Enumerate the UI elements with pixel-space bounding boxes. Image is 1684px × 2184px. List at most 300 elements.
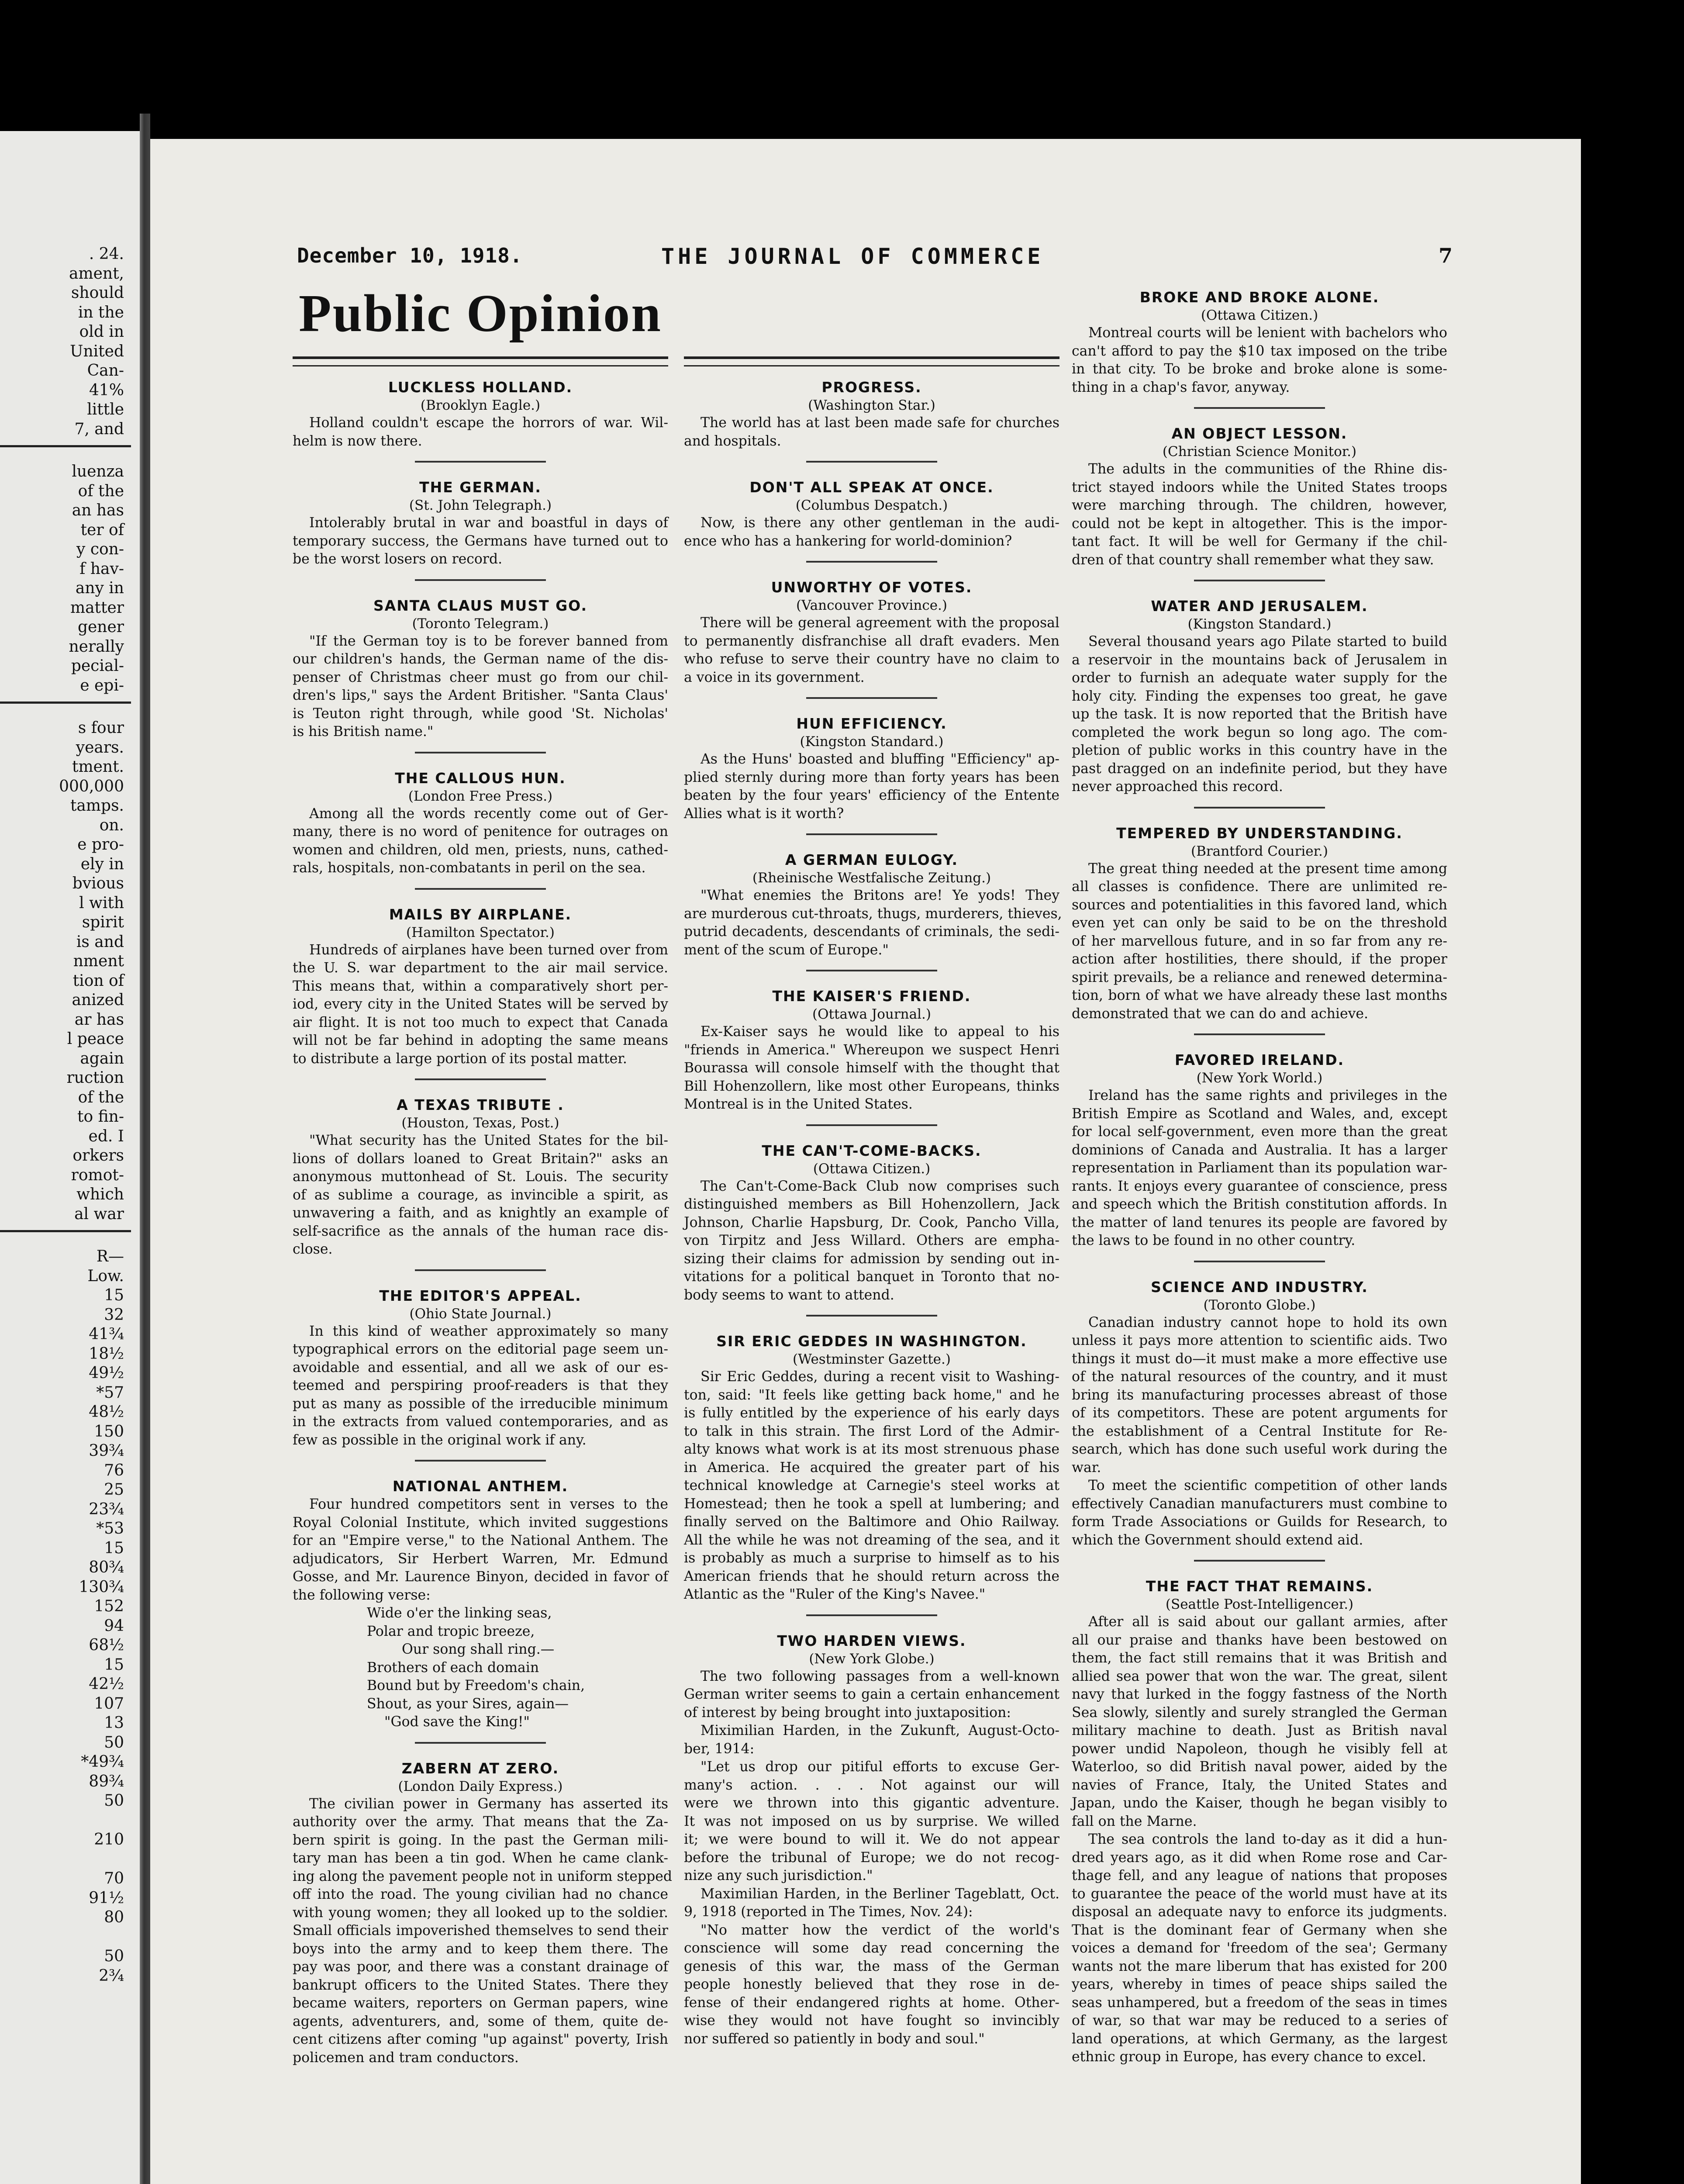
article-separator [415,579,546,581]
left-page-rule [0,702,131,719]
left-page-line: 48½ [89,1403,124,1421]
left-page-line: 42½ [89,1675,124,1693]
article-text-line: The sea controls the land to-day as it did a hun- [1088,1832,1447,1847]
article-text-line: nize any such jurisdiction." [684,1868,873,1883]
article-text-line: genesis of this war, the mass of the German [684,1958,1059,1974]
left-page-line: any in [75,579,124,597]
article-headline: HUN EFFICIENCY. [796,715,947,732]
article-text-line: iod, every city in the United States will be served by [293,996,668,1012]
article-separator [806,1124,937,1126]
article-text-line: and hospitals. [684,433,781,449]
article-headline: THE CALLOUS HUN. [395,769,566,787]
article-separator [1194,1560,1325,1562]
column-1 [293,378,673,2070]
section-title: Public Opinion [299,284,662,343]
left-page-line: 68½ [89,1636,124,1654]
article-text-line: wants not the mare liberum that has existed for 200 [1072,1958,1447,1974]
article-text-line: Bourassa will console himself with the thought that [684,1060,1059,1076]
left-page-line: orkers [72,1147,124,1165]
article-text-line: Johnson, Charlie Hapsburg, Dr. Cook, Pancho Villa, [684,1214,1059,1230]
article-headline: THE EDITOR'S APPEAL. [379,1287,582,1304]
article-text-line: of her marvellous future, and in so far from any re- [1072,933,1447,949]
article-text-line: lions of dollars loaned to Great Britain?" asks an [293,1151,668,1167]
left-page-line: 70 [104,1870,124,1887]
article-text-line: the U. S. war department to the air mail service. [293,960,668,976]
article-headline: BROKE AND BROKE ALONE. [1139,289,1380,306]
article-source: (Washington Star.) [808,397,935,413]
article-text-line: body seems to want to attend. [684,1287,894,1303]
left-page-line: 25 [104,1481,124,1499]
article-separator [1194,1261,1325,1262]
article-text-line: a voice in its government. [684,669,865,685]
article-text-line: beaten by the four years' efficiency of the Entente [684,788,1059,803]
article-text-line: land operations, at which Germany, as the largest [1072,2031,1447,2047]
article-text-line: are murderous cut-throats, thugs, murderers, thieves, [684,905,1062,922]
article-separator [415,1078,546,1080]
article-text-line: von Tirpitz and Jess Willard. Others are empha- [684,1233,1059,1248]
article-text-line: tant fact. It will be well for Germany if the chil- [1072,534,1447,549]
article-text-line: military machine to death. Just as British naval [1072,1723,1447,1738]
article-text-line: "What enemies the Britons are! Ye yods! They [701,888,1059,903]
article-source: (Toronto Telegram.) [412,615,549,632]
article-text-line: completed the work begun so long ago. The com- [1072,724,1447,740]
article-separator [1194,1033,1325,1035]
left-page-line: 50 [104,1733,124,1752]
article-headline: SANTA CLAUS MUST GO. [373,597,588,614]
article-text-line: Montreal courts will be lenient with bachelors who [1088,325,1447,341]
article-text-line: wise they would not have fought so invincibly [684,2013,1059,2028]
left-page-line: 91½ [89,1889,124,1907]
article-source: (Kingston Standard.) [1187,616,1332,632]
article-text-line: allied sea power that won the war. The great, silent [1072,1668,1447,1684]
article-text-line: who refuse to serve their country have no claim to [684,651,1059,667]
article-text-line: the laws to be found in no other country. [1072,1233,1356,1248]
article [684,578,1059,687]
article-text-line: will not be far behind in adopting the same means [293,1033,668,1048]
article-text-line: navy that lurked in the foggy fastness of the North [1072,1686,1447,1702]
article-text-line: authority over the army. That means that the Za- [293,1814,668,1830]
left-page-line: 41% [89,381,124,399]
article [1072,288,1447,397]
article-text-line: ence who has a hankering for world-dominion? [684,533,1012,549]
article-text-line: typographical errors on the editorial page seem un- [293,1341,668,1357]
article-text-line: of interest by being brought into juxtaposition: [684,1704,1011,1721]
article-text-line: "friends in America." Whereupon we suspect Henri [684,1042,1059,1058]
article-headline: TEMPERED BY UNDERSTANDING. [1116,824,1403,842]
article-text-line: distinguished members as Bill Hohenzollern, Jack [684,1196,1059,1212]
article-text-line: The Can't-Come-Back Club now comprises such [701,1178,1059,1194]
article-source: (Columbus Despatch.) [795,498,948,513]
article-source: (New York World.) [1196,1070,1323,1086]
article-text-line: became waiters, reporters on German papers, wine [293,1995,668,2011]
article-text-line: rants. It enjoys every guarantee of conscience, press [1072,1178,1447,1194]
page-gutter [140,114,150,2184]
article [1072,824,1447,1023]
article-text-line: tion, born of what we have already these last months [1072,988,1447,1003]
article-text-line: ment of the scum of Europe." [684,942,889,958]
article-text-line: Ex-Kaiser says he would like to appeal to his [701,1024,1059,1040]
article-text-line: close. [293,1241,333,1257]
article-text-line: form Trade Associations or Guilds for Research, to [1072,1514,1447,1530]
article-text-line: "If the German toy is to be forever banned from [309,633,668,649]
article [293,905,668,1068]
article-text-line: thage fell, and any league of nations that proposes [1072,1868,1447,1883]
article [293,1096,668,1259]
article-source: (Houston, Texas, Post.) [401,1115,559,1131]
article-text-line: vitations for a political banquet in Toronto that no- [684,1269,1059,1285]
article-headline: THE KAISER'S FRIEND. [772,988,971,1005]
article-separator [806,461,937,463]
article-text-line: of as sublime a courage, as invincible a spirit, as [293,1187,668,1203]
article [684,1632,1059,2049]
article-text-line: Allies what is it worth? [684,805,844,822]
article-text-line: could not be kept in altogether. This is the impor- [1072,515,1447,532]
left-page-line: 49½ [89,1364,124,1382]
article-text-line: Several thousand years ago Pilate started to build [1088,634,1447,650]
left-page-line: in the [78,303,124,321]
left-page-line: s four [78,719,124,737]
article-text-line: anonymous muttonhead of St. Louis. The security [293,1169,668,1185]
article-text-line: "What security has the United States for the bil- [309,1133,668,1148]
article-text-line: it; we were bound to will it. We do not appear [684,1832,1059,1847]
article [1072,1051,1447,1250]
article-source: (Brantford Courier.) [1191,843,1329,859]
article-text-line: penser of Christmas cheer must go from our chil- [293,669,668,685]
article [684,1332,1059,1604]
verse-line: Bound but by Freedom's chain, [367,1678,585,1693]
left-page-line: f hav- [79,560,124,578]
article-text-line: adjudicators, Sir Herbert Warren, Mr. Edmund [293,1551,668,1567]
left-page-line: 152 [94,1597,124,1615]
article-text-line: Atlantic as the "Ruler of the King's Navee." [684,1586,986,1602]
left-page-line: tion of [72,971,124,990]
left-page-line: ar has [74,1010,124,1029]
article-text-line: plied sternly during more than forty years has been [684,769,1059,785]
article-text-line: In this kind of weather approximately so many [309,1323,668,1339]
article-text-line: Among all the words recently come out of Ger- [309,805,668,822]
left-page-line: 89¾ [89,1772,124,1790]
article [684,851,1062,959]
article-headline: THE CAN'T-COME-BACKS. [762,1142,982,1159]
article [293,1759,673,2067]
verse-line: Brothers of each domain [367,1659,539,1676]
article-separator [415,1742,546,1744]
left-page-line: is and [76,933,124,951]
left-page-line: 15 [104,1539,124,1557]
article-text-line: Canadian industry cannot hope to hold its own [1088,1314,1447,1330]
article-text-line: American friends that he should return across the [684,1568,1059,1584]
article [1072,1278,1447,1550]
left-page-line: 80¾ [89,1559,124,1576]
article-text-line: be the worst losers on record. [293,551,503,567]
article-text-line: trict stayed indoors while the United States troops [1072,479,1447,495]
article-separator [415,752,546,753]
article-text-line: to permanently disfranchise all draft evaders. Men [684,633,1059,649]
article-text-line: ethnic group in Europe, has every chance to excel. [1072,2049,1426,2065]
left-page-line: 15 [104,1286,124,1304]
article-separator [806,1315,937,1317]
left-page-line: again [80,1049,124,1068]
left-page-fragment [0,131,140,2184]
article-source: (Christian Science Monitor.) [1162,444,1357,460]
article-text-line: up the task. It is now reported that the British have [1072,706,1447,722]
article-text-line: fall on the Marne. [1072,1813,1197,1829]
left-page-text [0,245,131,1986]
left-page-line: l with [79,894,124,912]
column-2 [684,378,1062,2051]
article-text-line: pletion of public works in this country have in the [1072,743,1447,758]
left-page-line: 000,000 [59,777,124,795]
article-text-line: in that city. To be broke and broke alone is some- [1072,361,1447,377]
article-text-line: The world has at last been made safe for churches [701,415,1059,431]
article-text-line: many, there is no word of penitence for outrages on [293,824,668,840]
left-page-line: on. [99,816,124,834]
article-headline: DON'T ALL SPEAK AT ONCE. [749,479,994,496]
article-text-line: a reservoir in the mountains back of Jerusalem in [1072,652,1447,668]
article-headline: PROGRESS. [821,379,922,396]
article-source: (Westminster Gazette.) [793,1351,951,1367]
article-source: (Hamilton Spectator.) [406,924,555,940]
article-text-line: and speech which the British constitution affords. In [1072,1196,1447,1212]
article-text-line: few as possible in the original work if any. [293,1432,587,1448]
article-source: (Toronto Globe.) [1203,1297,1316,1313]
left-page-line: tment. [72,758,124,776]
article-headline: A GERMAN EULOGY. [785,851,959,868]
article-separator [1194,807,1325,809]
page-header [150,244,1581,279]
article-headline: LUCKLESS HOLLAND. [388,379,573,396]
article-text-line: never approached this record. [1072,779,1283,795]
left-page-line: matter [70,598,124,617]
article-text-line: is Teuton right through, while good 'St. Nicholas' [293,705,668,722]
left-page-line: 107 [94,1694,124,1713]
left-page-line: old in [79,323,124,341]
article-separator [1194,407,1325,409]
article-text-line: can't afford to pay the $10 tax imposed on the tribe [1072,343,1447,359]
left-page-line: 94 [104,1617,124,1635]
left-page-line: 18½ [89,1344,124,1363]
article-text-line: of the natural resources of the country, and it must [1072,1369,1447,1385]
article-text-line: That is the dominant fear of Germany when she [1072,1922,1447,1938]
left-page-line: *53 [96,1520,124,1538]
article-text-line: Japan, undo the Kaiser, though he began visibly to [1072,1795,1447,1811]
article-text-line: war. [1072,1459,1101,1476]
article-headline: AN OBJECT LESSON. [1171,425,1348,442]
article-text-line: Intolerably brutal in war and boastful in days of [309,515,668,531]
publication-name: THE JOURNAL OF COMMERCE [661,244,1044,269]
issue-date: December 10, 1918. [297,244,523,267]
article-text-line: The adults in the communities of the Rhine dis- [1088,461,1447,477]
left-page-line: e pro- [77,836,124,854]
article-text-line: policemen and tram conductors. [293,2049,519,2066]
article-text-line: rals, hospitals, non-combatants in peril on the sea. [293,860,646,876]
article-text-line: ing along the pavement people not in uniform stepped [293,1868,673,1884]
left-page-line: 13 [104,1714,124,1732]
article-text-line: Holland couldn't escape the horrors of war. Wil- [309,415,668,431]
article-text-line: Montreal is in the United States. [684,1096,913,1112]
article [684,987,1059,1114]
left-page-line: e epi- [80,676,124,695]
left-page-line: 76 [104,1461,124,1479]
article-text-line: to talk in this strain. The first Lord of the Admir- [684,1423,1059,1439]
verse-line: Polar and tropic breeze, [367,1623,535,1639]
article-text-line: demonstrated that we can do and achieve. [1072,1006,1369,1022]
article [293,1477,668,1731]
left-page-line: al war [74,1205,124,1223]
article-separator [415,1460,546,1462]
article-text-line: conscience will some day read concerning the [684,1940,1059,1956]
article-text-line: thing in a chap's favor, anyway. [1072,379,1290,395]
article-text-line: Homestead; then he took a spell at lumbering; and [684,1496,1059,1512]
verse-line: Our song shall ring.— [402,1641,555,1657]
left-page-line: tamps. [70,797,124,815]
article-text-line: to guarantee the peace of the world must have at its [1072,1886,1447,1902]
article-text-line: navies of France, Italy, the United States and [1072,1777,1447,1793]
article-headline: MAILS BY AIRPLANE. [389,905,572,923]
left-page-line [0,1811,131,1831]
article-separator [806,697,937,699]
article-headline: SCIENCE AND INDUSTRY. [1151,1278,1368,1296]
article-text-line: fense of their endangered rights at home. Other- [684,1994,1059,2011]
title-rule [293,356,668,366]
article-text-line: British Empire as Scotland and Wales, and, except [1072,1106,1447,1122]
left-page-line: to fin- [77,1108,124,1126]
article-text-line: unless it pays more attention to scientific aids. Two [1072,1333,1447,1348]
left-page-line: 210 [94,1831,124,1849]
article [293,478,668,569]
left-page-line: United [70,342,124,360]
article-text-line: the establishment of a Central Institute for Re- [1072,1423,1447,1439]
article-headline: THE FACT THAT REMAINS. [1146,1578,1373,1595]
article-text-line: unwavering a faith, and as knightly an example of [293,1205,668,1221]
article-source: (London Daily Express.) [398,1778,563,1794]
article-text-line: Hundreds of airplanes have been turned over from [309,942,668,958]
left-page-line: 15 [104,1655,124,1674]
article-text-line: alty knows what work is at its most strenuous phase [684,1441,1059,1457]
article-text-line: Sea slowly, silently and surely strangled the German [1072,1704,1447,1721]
left-page-line [0,1850,131,1870]
article-separator [806,833,937,835]
left-page-line: Can- [87,362,124,380]
article-text-line: After all is said about our gallant armies, after [1088,1614,1447,1630]
left-page-line: should [71,284,124,302]
article-text-line: off into the road. The young civilian had no chance [293,1887,668,1902]
article-text-line: air flight. It is not too much to expect that Canada [293,1014,668,1030]
article-text-line: which the Government should extend aid. [1072,1532,1363,1548]
article-separator [415,888,546,890]
verse-line: Wide o'er the linking seas, [367,1605,552,1621]
article-text-line: for local self-government, even more than the great [1072,1124,1447,1140]
article-text-line: all our praise and thanks have been bestowed on [1072,1632,1447,1648]
article-text-line: dren of that country shall remember what they saw. [1072,552,1434,568]
article-text-line: "Let us drop our pitiful efforts to excuse Ger- [701,1759,1059,1775]
article-source: (Ohio State Journal.) [409,1306,552,1322]
article-text-line: tary man has been a tin god. When he came clank- [293,1850,668,1866]
article-text-line: As the Huns' boasted and bluffing "Efficiency" ap- [701,751,1059,767]
article-text-line: It was not imposed on us by surprise. We willed [684,1813,1059,1829]
article-text-line: 9, 1918 (reported in The Times, Nov. 24): [684,1904,973,1920]
left-page-line: ament, [69,264,124,283]
left-page-line: 41¾ [89,1325,124,1343]
article-text-line: were we thrown into this gigantic adventure. [684,1795,1059,1811]
article-headline: FAVORED IRELAND. [1174,1051,1345,1068]
left-page-line: *57 [96,1383,124,1402]
article-text-line: were marching through. The children, however, [1072,498,1447,513]
article-text-line: action after hostilities, there should, if the proper [1072,951,1447,967]
article-text-line: years, whereby in times of peace ships sailed the [1072,1977,1447,1992]
article-text-line: order to furnish an adequate water supply for the [1072,670,1447,686]
left-page-line: . 24. [89,245,124,263]
article-text-line: is fully entitled by the experience of his early days [684,1405,1059,1421]
article-text-line: agents, adventurers, and, some of them, quite de- [293,2013,668,2029]
left-page-line: ter of [80,521,124,539]
article [293,378,668,450]
article-text-line: all classes is confidence. There are unlimited re- [1072,879,1447,895]
article-text-line: of war, so that war may be reduced to a series of [1072,2013,1447,2028]
article-text-line: disposal an adequate navy to enforce its judgments. [1072,1904,1447,1920]
left-page-line: 130¾ [79,1578,124,1596]
article-text-line: Small officials impoverished themselves to send their [293,1923,668,1939]
article-text-line: many's action. . . . Not against our will [684,1777,1059,1793]
left-page-line: spirit [82,913,124,931]
left-page-line: little [87,401,124,418]
article-source: (Ottawa Citizen.) [1201,308,1318,323]
article-source: (Seattle Post-Intelligencer.) [1165,1597,1354,1612]
left-page-line: which [76,1185,124,1203]
article-source: (St. John Telegraph.) [409,498,552,513]
article-text-line: is his British name." [293,724,434,740]
article [684,1142,1059,1305]
article-source: (Vancouver Province.) [796,598,947,613]
article-text-line: Bill Hohenzollern, like most other Europeans, thinks [684,1078,1059,1094]
article-text-line: them, the fact still remains that it was British and [1072,1650,1447,1666]
left-page-line: 7, and [74,420,124,438]
left-page-line: 50 [104,1792,124,1810]
article-headline: SIR ERIC GEDDES IN WASHINGTON. [716,1333,1027,1350]
article-separator [806,561,937,563]
article-text-line: dren's lips," says the Ardent Britisher. "Santa Claus' [293,688,668,703]
article [684,715,1059,823]
article-text-line: boys into the army and to keep them there. The [293,1941,668,1957]
article-text-line: cent citizens after coming "up against" poverty, Irish [293,2032,668,2047]
article-text-line: All the while he was not dreaming of the sea, and it [684,1532,1059,1548]
article-text-line: seas unhampered, but a freedom of the seas in times [1072,1994,1447,2011]
article [684,378,1059,450]
article [1072,597,1447,796]
page-number: 7 [1439,244,1453,267]
article-text-line: pay was poor, and there was a constant drainage of [293,1959,668,1975]
left-page-line: ely in [80,855,124,873]
article-text-line: Sir Eric Geddes, during a recent visit to Washing- [701,1369,1059,1385]
article-text-line: dominions of Canada and Australia. It has a larger [1072,1142,1447,1158]
article-text-line: to distribute a large portion of its postal matter. [293,1051,627,1067]
left-page-line: 32 [104,1306,124,1324]
left-page-line: anized [72,991,124,1009]
article-text-line: There will be general agreement with the proposal [701,615,1059,631]
left-page-line: ed. I [88,1127,124,1145]
article [1072,425,1447,569]
article [293,769,668,878]
article-text-line: is probably as much a surprise to himself as to his [684,1550,1059,1566]
article-text-line: temporary success, the Germans have turned out to [293,533,668,549]
article-text-line: technical knowledge at Carnegie's steel works at [684,1478,1059,1493]
article-text-line: This means that, within a comparatively short per- [293,978,668,994]
article-text-line: Royal Colonial Institute, which invited suggestions [293,1514,668,1531]
article-headline: THE GERMAN. [419,479,542,496]
article-separator [415,461,546,463]
article-text-line: our children's hands, the German name of the dis- [293,651,668,667]
article-text-line: even yet can only be said to be on the threshold [1072,915,1447,931]
